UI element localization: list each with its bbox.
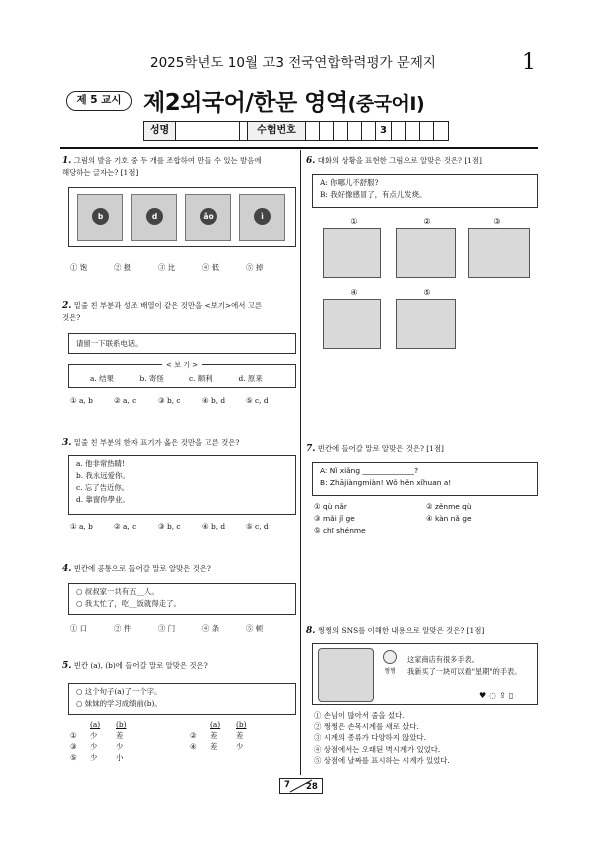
- item-line: d. 靠窗你學业。: [76, 495, 130, 504]
- clinic-picture-5[interactable]: [396, 299, 456, 349]
- watch-image: [318, 648, 374, 702]
- exam-title: 2025학년도 10월 고3 전국연합학력평가 문제지: [150, 55, 436, 71]
- picture-label: ④: [350, 288, 358, 297]
- choice[interactable]: ④ kàn nǎ ge: [426, 514, 472, 523]
- choice[interactable]: ② 쩡쩡은 손목시계를 새로 샀다.: [314, 722, 419, 732]
- question-2: 2. 밑줄 친 부분과 성조 배열이 같은 것만을 <보기>에서 고른 것은?: [62, 301, 263, 322]
- choice[interactable]: ④ b, d: [202, 522, 226, 531]
- choice-row[interactable]: ⑤ 少 小: [70, 753, 124, 762]
- avatar: [383, 650, 397, 664]
- sns-actions: [479, 691, 516, 700]
- q1-choices: [70, 262, 290, 273]
- syllable-badge: ì: [254, 208, 271, 225]
- item-line: c. 忘了告近你。: [76, 483, 130, 492]
- syllable-badge: b: [92, 208, 109, 225]
- total-pages: 28: [306, 782, 318, 792]
- exam-no-box[interactable]: [362, 122, 376, 140]
- choice[interactable]: ② zěnme qù: [426, 502, 472, 511]
- choice[interactable]: ⑤ 掉: [246, 263, 264, 272]
- exam-no-box[interactable]: [348, 122, 362, 140]
- choice[interactable]: ⑤ chī shénme: [314, 526, 366, 535]
- question-7: 7. 빈칸에 들어갈 말로 알맞은 것은? [1점]: [306, 444, 444, 454]
- choice-row[interactable]: ① 少 差 ② 差 差: [70, 731, 244, 740]
- clinic-picture-4[interactable]: [323, 299, 381, 349]
- col-header-b: (b): [236, 720, 247, 729]
- item-line: a. 他非常热睛!: [76, 459, 126, 468]
- exam-no-box[interactable]: [406, 122, 420, 140]
- choice[interactable]: ② 报: [114, 263, 132, 272]
- choice[interactable]: ③ mǎi jǐ ge: [314, 514, 355, 523]
- exam-no-box[interactable]: [306, 122, 320, 140]
- choice[interactable]: ③ 시계의 종류가 다양하지 않았다.: [314, 733, 426, 743]
- bogi-item: a. 结果: [90, 374, 114, 383]
- subject-title: [143, 84, 424, 117]
- choice[interactable]: ⑤ c, d: [246, 522, 269, 531]
- choice[interactable]: ③ 门: [158, 624, 176, 633]
- name-field[interactable]: [176, 122, 240, 140]
- choice[interactable]: ① 饱: [70, 263, 88, 272]
- dialog-line: A: Nǐ xiǎng ______________?: [320, 466, 419, 475]
- col-header-b: (b): [116, 720, 127, 729]
- period-badge: 제 5 교시: [66, 91, 132, 111]
- subject-paren: (중국어Ⅰ): [347, 93, 425, 115]
- header-rule: [60, 147, 538, 149]
- choice[interactable]: ② a, c: [114, 522, 137, 531]
- q6-dialog-box: [312, 174, 538, 208]
- item-line: ○ 叔叔家一共有五__人。: [76, 587, 159, 596]
- share-icon[interactable]: ⇪: [499, 691, 509, 700]
- subject-main: 제2외국어/한문 영역: [143, 90, 348, 116]
- choice[interactable]: ③ 比: [158, 263, 176, 272]
- q7-dialog-box: [312, 462, 538, 496]
- choice[interactable]: ④ 条: [202, 624, 220, 633]
- picture-label: ①: [350, 217, 358, 226]
- name-label: 성명: [144, 122, 176, 140]
- choice[interactable]: ⑤ 상점에 날짜를 표시하는 시계가 있었다.: [314, 755, 450, 765]
- picture-label: ⑤: [423, 288, 431, 297]
- item-line: ○ 妹妹的学习成绩前(b)。: [76, 699, 162, 708]
- clinic-picture-3[interactable]: [468, 228, 530, 278]
- bogi-item: d. 原来: [238, 374, 263, 383]
- choice[interactable]: ② a, c: [114, 396, 137, 405]
- choice[interactable]: ⑤ 顿: [246, 624, 264, 633]
- question-3: 3. 밑줄 친 부분의 한자 표기가 옳은 것만을 고른 것은?: [62, 438, 240, 448]
- question-5: 5. 빈칸 (a), (b)에 들어갈 말로 알맞은 것은?: [62, 661, 208, 671]
- q5-items-box: [68, 683, 296, 715]
- username: 쩡쩡: [384, 668, 396, 675]
- current-page: 7: [284, 780, 290, 790]
- q2-bogi-box: [68, 361, 296, 388]
- exam-no-box[interactable]: [420, 122, 434, 140]
- item-line: ○ 这个句子(a)了一个字。: [76, 687, 162, 696]
- choice[interactable]: ① qù nǎr: [314, 502, 347, 511]
- q3-choices: [70, 522, 290, 531]
- dialog-line: B: Zhājiàngmiàn! Wǒ hěn xǐhuan a!: [320, 478, 452, 487]
- col-header-a: (a): [210, 720, 221, 729]
- choice[interactable]: ① a, b: [70, 522, 93, 531]
- item-line: ○ 我太忙了，吃__饭就得走了。: [76, 599, 181, 608]
- q3-items-box: [68, 455, 296, 515]
- page-counter: [279, 778, 323, 794]
- dialog-line: B: 我好像感冒了，有点儿发烧。: [320, 190, 427, 199]
- question-4: 4. 빈칸에 공통으로 들어갈 말로 알맞은 것은?: [62, 564, 211, 574]
- choice[interactable]: ③ b, c: [158, 396, 181, 405]
- choice[interactable]: ① 口: [70, 624, 88, 633]
- dialog-line: A: 你哪儿不舒服?: [320, 178, 379, 187]
- page-number: 1: [522, 50, 536, 75]
- syllable-badge: d: [146, 208, 163, 225]
- clinic-picture-1[interactable]: [323, 228, 381, 278]
- bogi-item: b. 寄怪: [139, 374, 164, 383]
- choice[interactable]: ④ 상점에서는 오래된 벽시계가 있었다.: [314, 744, 441, 754]
- picture-label: ②: [423, 217, 431, 226]
- choice-row[interactable]: ③ 少 少 ④ 差 少: [70, 742, 244, 751]
- choice[interactable]: ② 件: [114, 624, 132, 633]
- choice[interactable]: ⑤ c, d: [246, 396, 269, 405]
- choice[interactable]: ③ b, c: [158, 522, 181, 531]
- bogi-item: c. 顺利: [189, 374, 213, 383]
- student-id-table: [143, 121, 449, 141]
- question-1: 1. 그림의 발음 기호 중 두 개를 조합하여 만들 수 있는 발음에 해당하는 글자는? [1점]: [62, 156, 262, 177]
- exam-no-box[interactable]: [334, 122, 348, 140]
- q4-choices: [70, 623, 290, 634]
- post-text: 这家商店有很多手表。 我新买了一块可以看"星期"的手表。: [407, 655, 522, 676]
- question-8: 8. 쩡쩡의 SNS를 이해한 내용으로 알맞은 것은? [1점]: [306, 626, 485, 636]
- bookmark-icon[interactable]: ▯: [508, 691, 517, 700]
- choice[interactable]: ① 손님이 많아서 줄을 섰다.: [314, 711, 405, 720]
- q7-choices: [314, 501, 538, 537]
- q1-figure: [68, 187, 296, 247]
- choice[interactable]: ① a, b: [70, 396, 93, 405]
- exam-no-box[interactable]: [320, 122, 334, 140]
- sns-post: [312, 643, 538, 705]
- exam-no-box[interactable]: [434, 122, 448, 140]
- q2-sentence-box: 请留一下联系电话。: [68, 333, 296, 354]
- column-divider: [300, 150, 301, 775]
- heart-icon[interactable]: ♥: [479, 691, 490, 700]
- exam-no-box[interactable]: [392, 122, 406, 140]
- item-line: b. 我永远爱你。: [76, 471, 130, 480]
- exam-no-label: 수험번호: [248, 122, 306, 140]
- choice[interactable]: ④ 低: [202, 263, 220, 272]
- syllable-badge: ǎo: [200, 208, 217, 225]
- comment-icon[interactable]: ◌: [489, 691, 500, 700]
- col-header-a: (a): [90, 720, 101, 729]
- choice[interactable]: ④ b, d: [202, 396, 226, 405]
- q4-items-box: [68, 583, 296, 615]
- q2-choices: [70, 396, 290, 405]
- clinic-picture-2[interactable]: [396, 228, 456, 278]
- bogi-title: < 보 기 >: [162, 361, 202, 369]
- q5-choices-table: [70, 719, 300, 763]
- picture-label: ③: [493, 217, 501, 226]
- q8-choices: [314, 710, 538, 766]
- exam-no-fixed-digit: 3: [376, 122, 392, 140]
- question-6: 6. 대화의 상황을 표현한 그림으로 알맞은 것은? [1점]: [306, 156, 482, 166]
